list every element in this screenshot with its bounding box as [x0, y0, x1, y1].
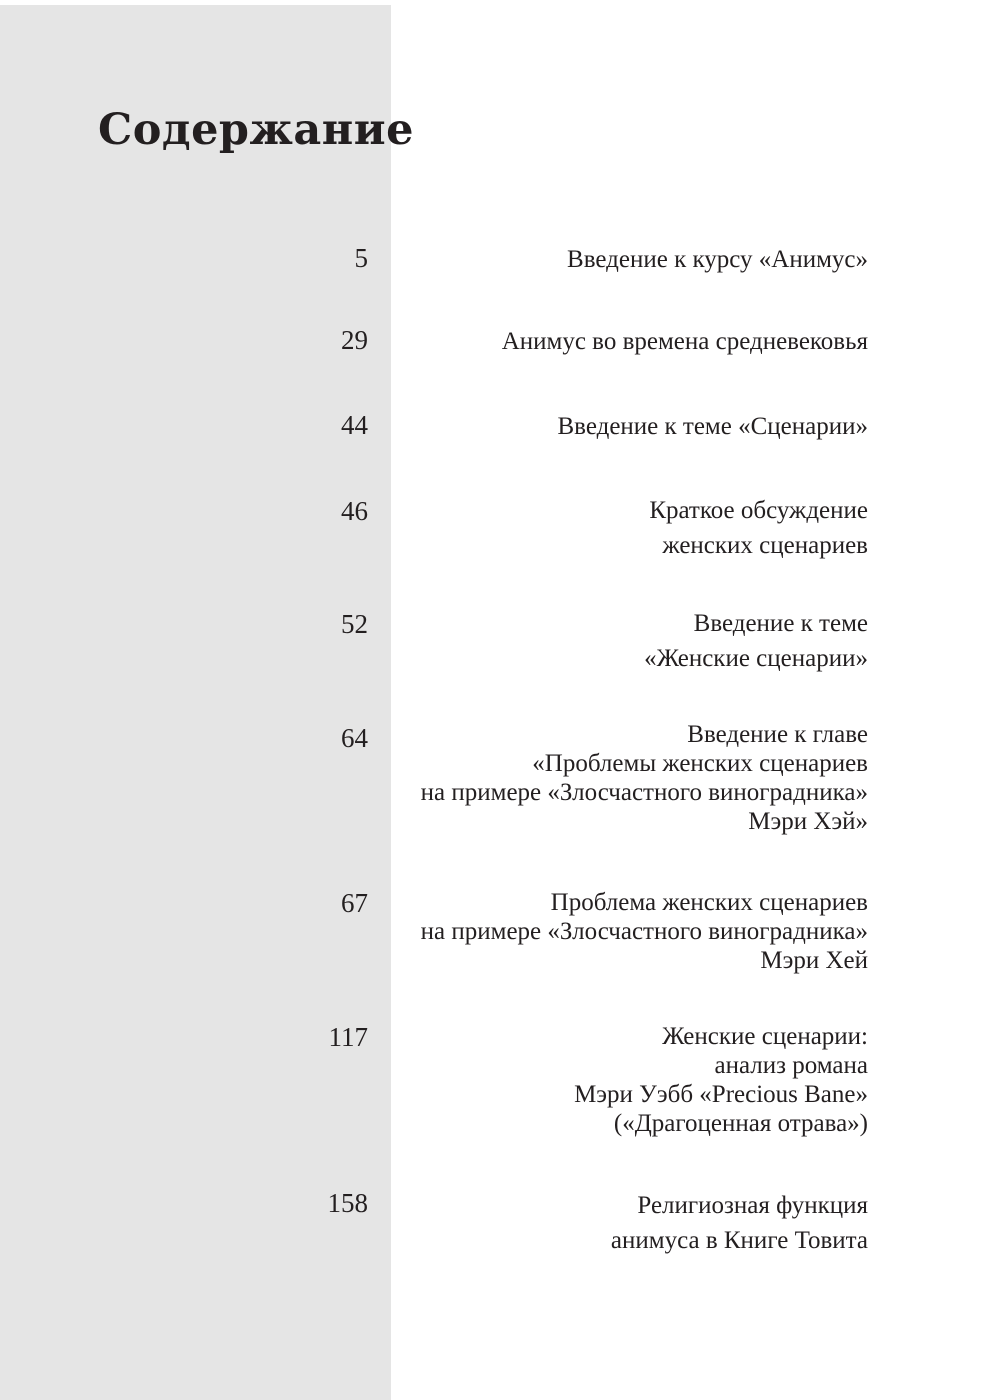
toc-entry-title [558, 410, 869, 443]
toc-entry-title [567, 243, 868, 276]
toc-entry-line: Введение к теме «Сценарии» [557, 413, 868, 440]
toc-entry-line: Религиозная функция [637, 1192, 868, 1219]
toc-entry-title [611, 1188, 868, 1258]
toc-entry-line: Введение к курсу «Анимус» [567, 246, 868, 273]
toc-page-number: 158 [327, 1188, 368, 1218]
toc-entry-line: Краткое обсуждение [649, 497, 868, 524]
toc-page-number: 5 [354, 243, 368, 273]
toc-page-number: 64 [341, 723, 368, 753]
toc-entry-line: женских сценариев [662, 532, 868, 559]
toc-page-number: 117 [328, 1022, 368, 1052]
page-title: Содержание [98, 105, 414, 155]
toc-entry-line: «Женские сценарии» [644, 645, 868, 672]
toc-page-number: 52 [341, 609, 368, 639]
toc-entry-line: Женские сценарии: [662, 1023, 868, 1050]
toc-entry-line: анализ романа [714, 1052, 868, 1079]
toc-entry-title [421, 720, 868, 836]
toc-entry-line: «Проблемы женских сценариев [532, 750, 868, 777]
toc-entry-line: Введение к главе [687, 721, 868, 748]
toc-entry-line: Проблема женских сценариев [550, 889, 868, 916]
toc-entry-line: Мэри Уэбб «Precious Bane» [574, 1081, 868, 1108]
toc-page-number: 46 [341, 496, 368, 526]
toc-entry-line: Анимус во времена средневековья [501, 328, 868, 355]
toc-entry-line: на примере «Злосчастного виноградника» [420, 918, 868, 945]
toc-entry-title [421, 888, 868, 975]
toc-entry-line: Мэри Хэй» [748, 808, 868, 835]
toc-entry-title [502, 325, 868, 358]
toc-entry-line: на примере «Злосчастного виноградника» [420, 779, 868, 806]
toc-entry-title [574, 1022, 868, 1138]
toc-entry-line: Мэри Хей [760, 947, 868, 974]
toc-page-number: 67 [341, 888, 368, 918]
toc-entry-line: Введение к теме [693, 610, 868, 637]
toc-page-number: 44 [341, 410, 368, 440]
toc-entry-title [644, 606, 868, 676]
toc-entry-title [649, 493, 868, 563]
toc-entry-line: («Драгоценная отрава») [613, 1110, 868, 1137]
toc-entry-line: анимуса в Книге Товита [610, 1227, 868, 1254]
toc-page-number: 29 [341, 325, 368, 355]
